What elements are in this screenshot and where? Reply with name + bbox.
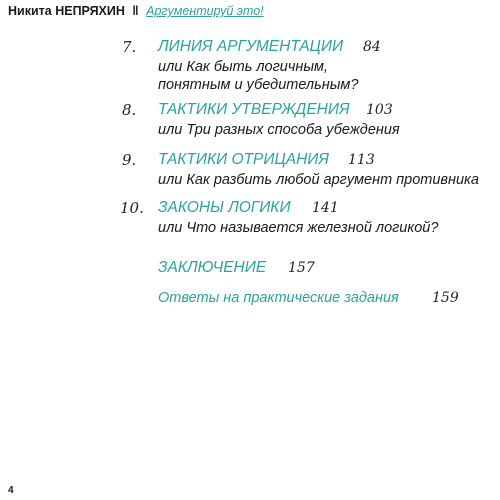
toc-entry-number: 7. [122,38,137,56]
running-header [8,3,264,19]
toc-entry-page: 141 [312,200,339,216]
toc-entry-subtitle: или Как разбить любой аргумент противника [158,172,479,188]
toc-entry-subtitle: или Три разных способа убеждения [158,122,400,138]
toc-entry-title[interactable]: ТАКТИКИ ОТРИЦАНИЯ [158,151,329,168]
toc-entry-page: 103 [366,102,393,118]
toc-entry-page: 159 [432,290,459,306]
book-title-link[interactable]: Аргументируй это! [146,4,264,18]
toc-entry-title[interactable]: ЗАКЛЮЧЕНИЕ [158,259,267,276]
author-name: Никита НЕПРЯХИН [8,4,125,18]
toc-entry-subtitle: или Что называется железной логикой? [158,220,439,236]
toc-entry-title[interactable]: ТАКТИКИ УТВЕРЖДЕНИЯ [158,101,350,118]
toc-entry-title[interactable]: ЗАКОНЫ ЛОГИКИ [158,199,291,216]
toc-entry-number: 8. [122,101,137,119]
toc-entry-page: 157 [288,260,315,276]
page-number: 4 [8,485,14,496]
toc-entry-subtitle: понятным и убедительным? [158,77,359,93]
toc-entry-subtitle: или Как быть логичным, [158,59,328,75]
toc-entry-page: 84 [363,39,381,55]
toc-entry-title[interactable]: ЛИНИЯ АРГУМЕНТАЦИИ [158,38,344,55]
toc-entry-page: 113 [348,152,375,168]
toc-entry-title[interactable]: Ответы на практические задания [158,290,399,306]
toc-entry-number: 9. [122,151,137,169]
header-separator: ‖ [132,4,139,18]
toc-entry-number: 10. [120,199,144,217]
